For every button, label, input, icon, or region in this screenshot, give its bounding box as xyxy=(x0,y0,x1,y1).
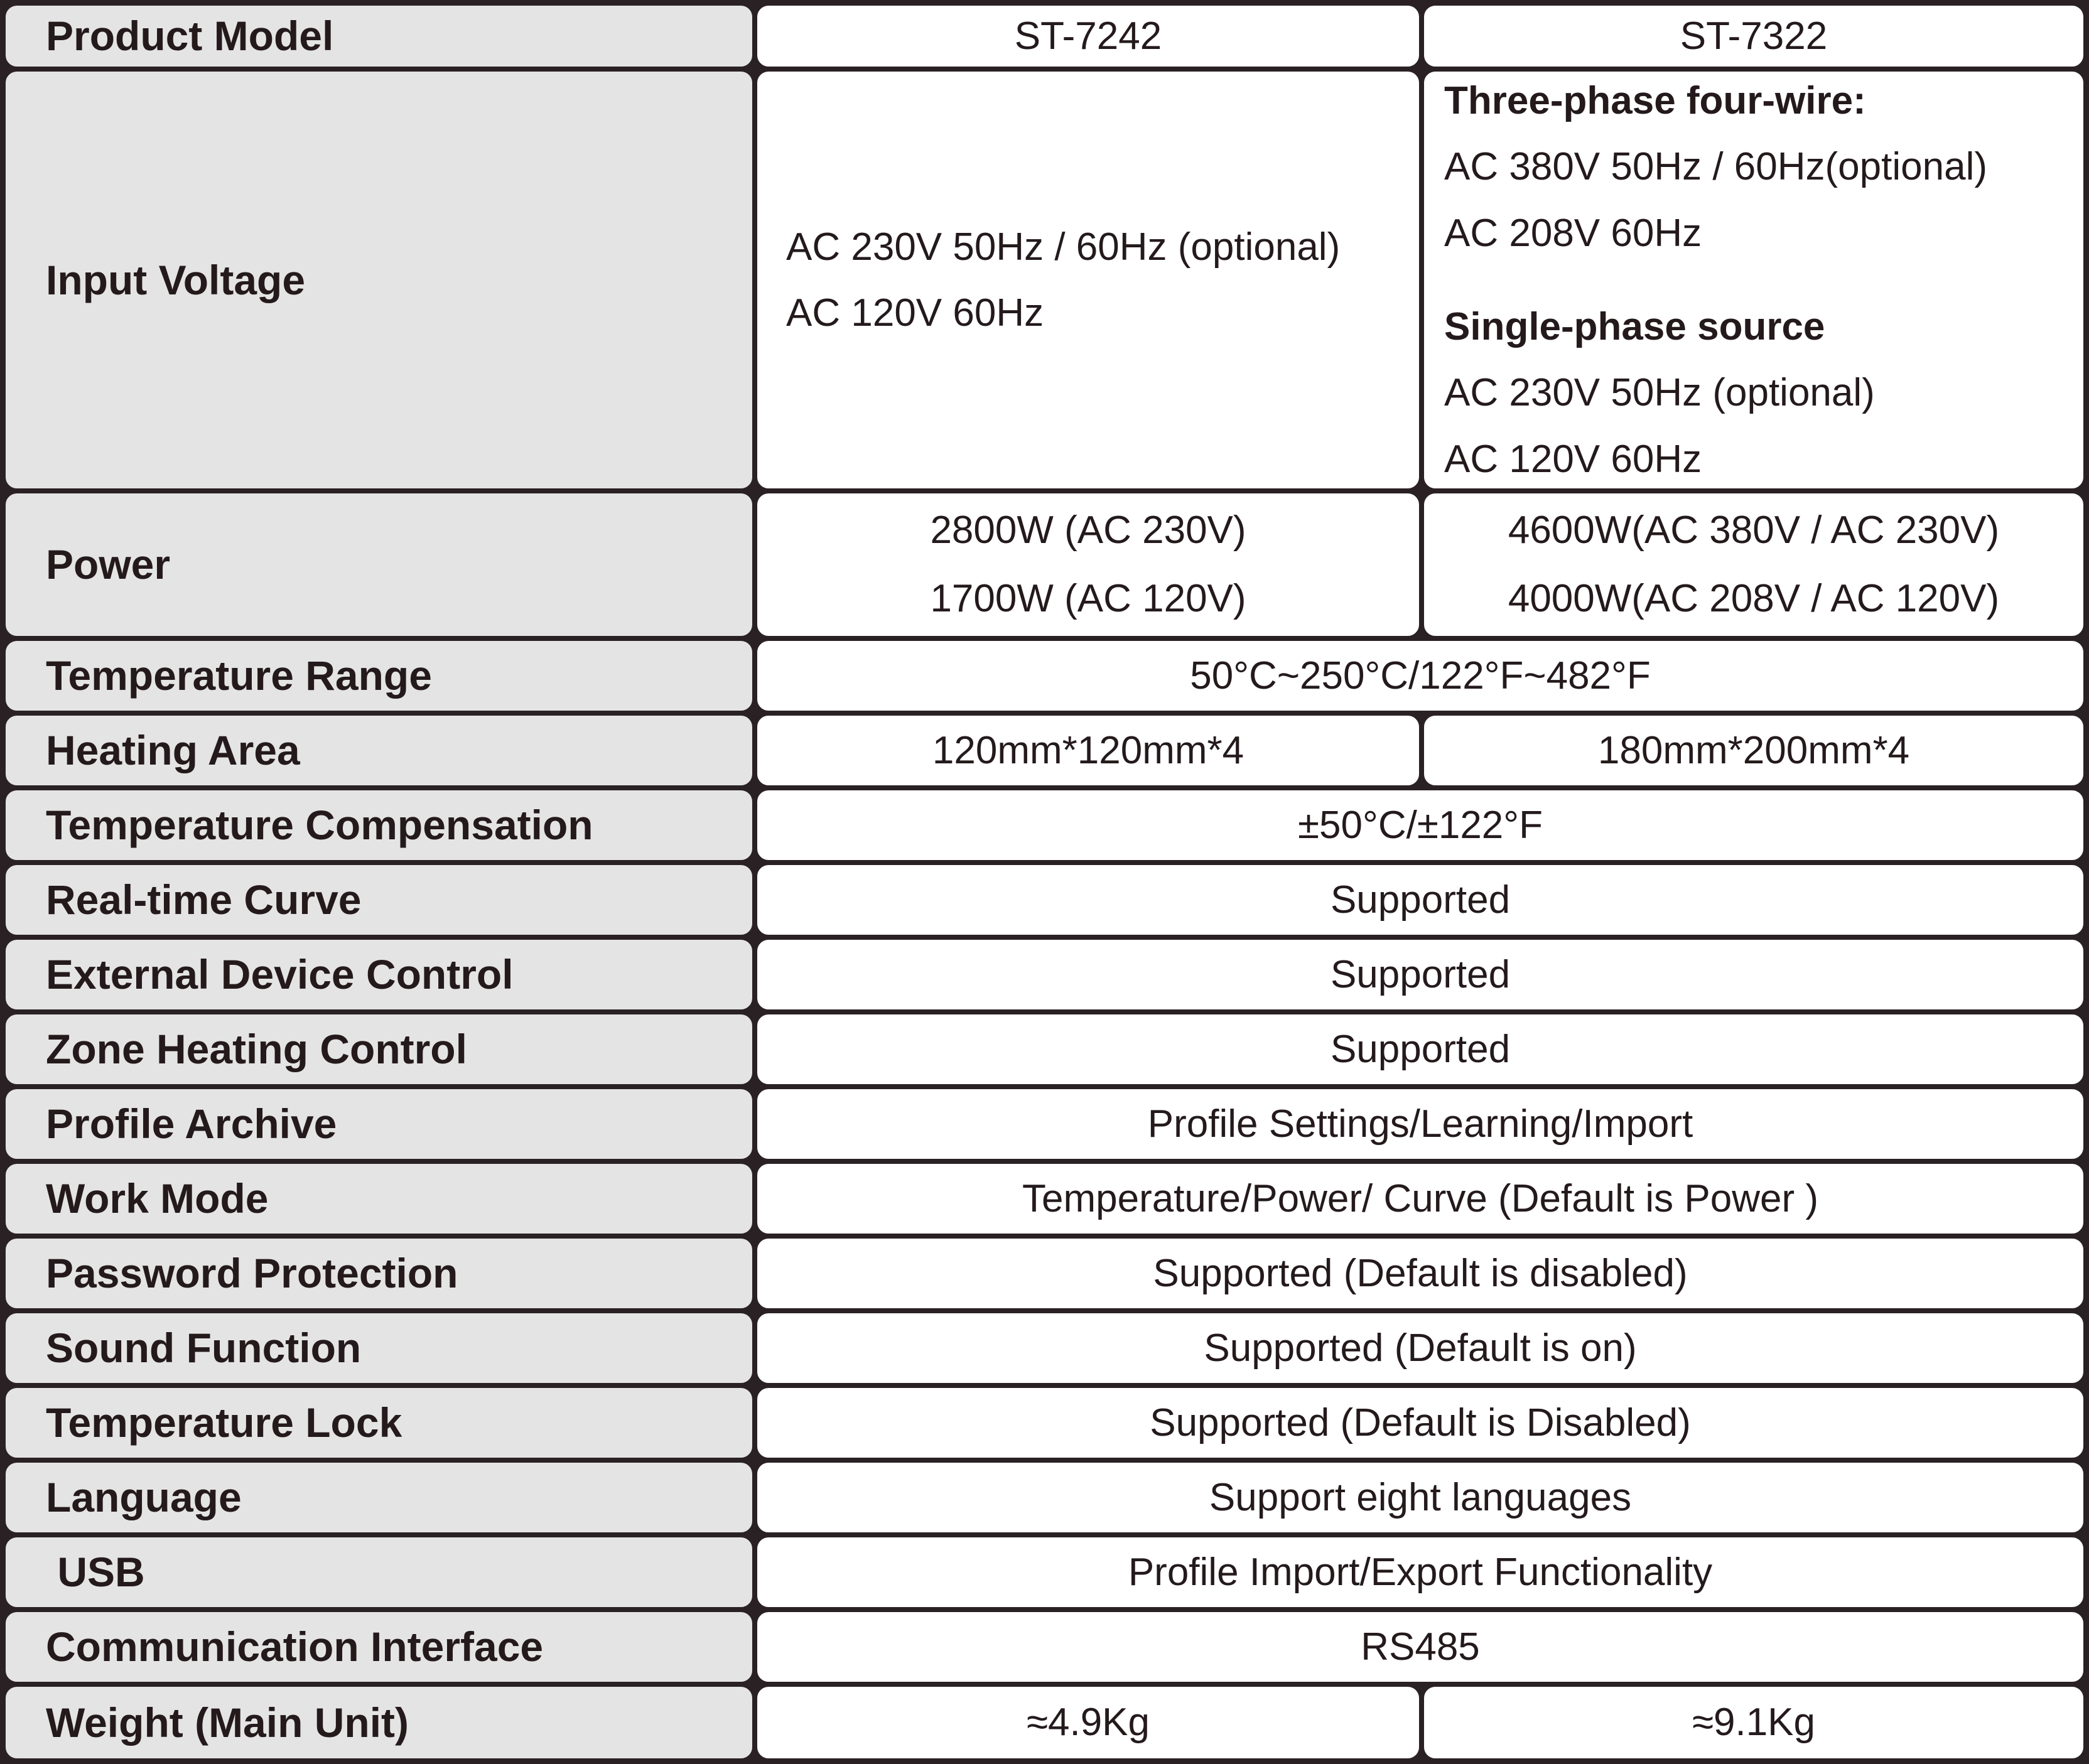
label-text: Power xyxy=(46,541,171,588)
real-time-curve-value: Supported xyxy=(755,863,2086,937)
label-text: Communication Interface xyxy=(46,1623,544,1670)
row-label-sound-function xyxy=(3,1311,755,1385)
row-label-zone-heating-control xyxy=(3,1012,755,1087)
work-mode-value: Temperature/Power/ Curve (Default is Power ) xyxy=(755,1161,2086,1236)
label-text: Language xyxy=(46,1474,242,1521)
profile-archive-value: Profile Settings/Learning/Import xyxy=(755,1087,2086,1161)
row-label-temperature-lock xyxy=(3,1385,755,1460)
row-label-input-voltage xyxy=(3,69,755,491)
single-phase-group xyxy=(1444,294,1875,491)
language-value: Support eight languages xyxy=(755,1460,2086,1535)
power-st7242-cell xyxy=(755,491,1422,638)
label-text: Profile Archive xyxy=(46,1100,337,1148)
text-line: 4000W(AC 208V / AC 120V) xyxy=(1508,576,2000,620)
row-label-weight xyxy=(3,1684,755,1761)
row-label-temperature-range xyxy=(3,638,755,713)
row-label-product-model xyxy=(3,3,755,69)
external-device-control-value: Supported xyxy=(755,937,2086,1012)
input-voltage-st7322-cell xyxy=(1422,69,2086,491)
heating-area-st7242: 120mm*120mm*4 xyxy=(755,713,1422,788)
sound-function-value: Supported (Default is on) xyxy=(755,1311,2086,1385)
row-label-profile-archive xyxy=(3,1087,755,1161)
label-text: Password Protection xyxy=(46,1250,458,1297)
temperature-lock-value: Supported (Default is Disabled) xyxy=(755,1385,2086,1460)
label-text: USB xyxy=(46,1549,145,1596)
product-model-st7242: ST-7242 xyxy=(755,3,1422,69)
row-label-language xyxy=(3,1460,755,1535)
power-st7322-cell xyxy=(1422,491,2086,638)
row-label-password-protection xyxy=(3,1236,755,1311)
product-model-st7322: ST-7322 xyxy=(1422,3,2086,69)
text-line: AC 230V 50Hz / 60Hz (optional) xyxy=(786,225,1341,269)
label-text: External Device Control xyxy=(46,951,514,998)
row-label-usb xyxy=(3,1535,755,1610)
label-text: Real-time Curve xyxy=(46,876,362,923)
usb-value: Profile Import/Export Functionality xyxy=(755,1535,2086,1610)
row-label-work-mode xyxy=(3,1161,755,1236)
weight-st7322: ≈9.1Kg xyxy=(1422,1684,2086,1761)
three-phase-group xyxy=(1444,69,1987,266)
temperature-range-value: 50°C~250°C/122°F~482°F xyxy=(755,638,2086,713)
label-text: Weight (Main Unit) xyxy=(46,1699,409,1746)
text-line: AC 230V 50Hz (optional) xyxy=(1444,371,1875,415)
text-line: AC 120V 60Hz xyxy=(786,291,1044,335)
password-protection-value: Supported (Default is disabled) xyxy=(755,1236,2086,1311)
text-line: AC 208V 60Hz xyxy=(1444,211,1702,255)
label-text: Input Voltage xyxy=(46,256,306,303)
text-line: AC 380V 50Hz / 60Hz(optional) xyxy=(1444,145,1988,189)
label-text: Work Mode xyxy=(46,1175,269,1222)
three-phase-heading: Three-phase four-wire: xyxy=(1444,78,1866,122)
single-phase-heading: Single-phase source xyxy=(1444,305,1825,348)
communication-interface-value: RS485 xyxy=(755,1610,2086,1684)
text-line: AC 120V 60Hz xyxy=(1444,437,1702,481)
row-label-communication-interface xyxy=(3,1610,755,1684)
label-text: Temperature Lock xyxy=(46,1399,402,1446)
label-text: Heating Area xyxy=(46,727,300,774)
row-label-temperature-compensation xyxy=(3,788,755,863)
text-line: 4600W(AC 380V / AC 230V) xyxy=(1508,508,2000,552)
weight-st7242: ≈4.9Kg xyxy=(755,1684,1422,1761)
heating-area-st7322: 180mm*200mm*4 xyxy=(1422,713,2086,788)
input-voltage-st7242-cell xyxy=(755,69,1422,491)
zone-heating-control-value: Supported xyxy=(755,1012,2086,1087)
label-text: Product Model xyxy=(46,13,334,60)
label-text: Temperature Compensation xyxy=(46,802,593,849)
label-text: Zone Heating Control xyxy=(46,1026,467,1073)
row-label-external-device-control xyxy=(3,937,755,1012)
row-label-real-time-curve xyxy=(3,863,755,937)
row-label-heating-area xyxy=(3,713,755,788)
temperature-compensation-value: ±50°C/±122°F xyxy=(755,788,2086,863)
label-text: Temperature Range xyxy=(46,652,432,699)
label-text: Sound Function xyxy=(46,1325,362,1372)
text-line: 2800W (AC 230V) xyxy=(930,508,1246,552)
row-label-power xyxy=(3,491,755,638)
text-line: 1700W (AC 120V) xyxy=(930,576,1246,620)
